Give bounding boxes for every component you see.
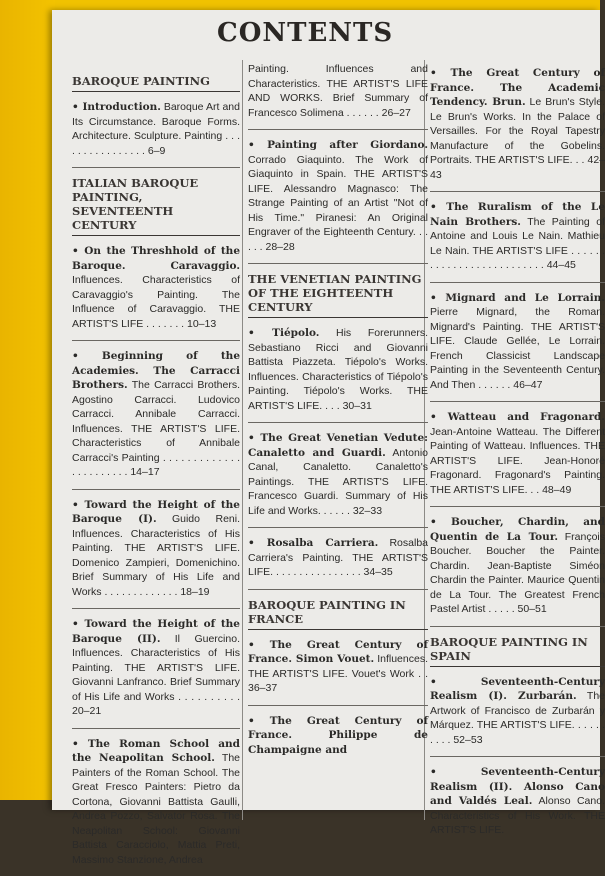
entry-body: The Painting of Antoine and Louis Le Nain. Mathieu Le Nain. THE ARTIST'S LIFE . . . . . . . . . . . . . . . . . . . . . . . . . . 44–45 (430, 215, 605, 271)
divider (430, 401, 605, 402)
divider (248, 422, 428, 423)
divider (72, 728, 240, 729)
entry-heading: • The Ruralism of the Le Nain Brothers. (430, 201, 605, 228)
section-heading: BAROQUE PAINTING (72, 74, 240, 92)
divider (430, 282, 605, 283)
entry-body: Baroque Art and Its Circumstance. Baroque Forms. Architecture. Sculpture. Painting . . . . . . . . . . . . . . . . 6–9 (72, 101, 240, 157)
entry-heading: • Watteau and Fragonard. (430, 411, 605, 423)
section-heading: BAROQUE PAINTING IN SPAIN (430, 635, 605, 667)
divider (248, 263, 428, 264)
divider (430, 626, 605, 627)
divider (248, 527, 428, 528)
divider (248, 705, 428, 706)
entry-body: Jean-Antoine Watteau. The Different Painting of Watteau. Influences. THE ARTIST'S LIFE. Jean-Honoré Fragonard. Fragonard's Painting. THE ARTIST'S LIFE. . . 48–49 (430, 425, 605, 496)
entry-body: François Boucher. Boucher the Painter. Chardin. Jean-Baptiste Siméon Chardin the Painter. Maurice Quentin de La Tour. The Greatest French Pastel Artist . . . . . 50–51 (430, 530, 605, 615)
entry-heading: • Mignard and Le Lorrain. (430, 291, 605, 304)
book-page (52, 10, 605, 866)
toc-entry (248, 326, 428, 413)
divider (72, 489, 240, 490)
toc-entry (430, 66, 605, 182)
entry-body: Influences. Characteristics of Caravaggio's Painting. The Influence of Caravaggio. THE ARTIST'S LIFE . . . . . . . 10–13 (72, 274, 240, 330)
entry-heading: • Beginning of the Academies. The Carracci Brothers. (72, 350, 240, 391)
entry-heading: • Introduction. (72, 101, 161, 113)
entry-body: His Forerunners. Sebastiano Ricci and Giovanni Battista Piazzeta. Tiépolo's Works. Influences. Characteristics of Tiépolo's Painting. Tiépolo's Works. THE ARTIST'S LIFE. . . . 30–31 (248, 327, 428, 412)
entry-heading: • Painting after Giordano. (248, 139, 428, 151)
entry-body: Painting. Influences and Characteristics. THE ARTIST'S LIFE AND WORKS. Brief Summary of Francesco Solimena . . . . . . 26–27 (248, 63, 428, 119)
toc-entry (430, 765, 605, 838)
toc-entry (72, 244, 240, 331)
entry-heading: • Seventeenth-Century Realism (II). Alonso Cano and Valdés Leal. (430, 766, 605, 807)
entry-heading: • Boucher, Chardin, and Quentin de La Tour. (430, 516, 605, 543)
section-heading: THE VENETIAN PAINTING OF THE EIGHTEENTH CENTURY (248, 272, 428, 318)
divider (248, 129, 428, 130)
column-2 (248, 62, 428, 766)
column-1 (72, 68, 240, 876)
entry-heading: • The Great Venetian Vedute: Canaletto and Guardi. (248, 432, 428, 459)
divider (72, 167, 240, 168)
divider (248, 589, 428, 590)
divider (430, 756, 605, 757)
entry-heading: • The Roman School and the Neapolitan School. (72, 737, 240, 764)
toc-entry (72, 617, 240, 719)
entry-body: Pierre Mignard, the Roman. Mignard's Painting. THE ARTIST'S LIFE. Claude Gellée, Le Lorrain. French Classicist Landscape Painting in the Seventeenth Century. And Then . . . . . . 46–47 (430, 306, 605, 391)
toc-entry (72, 498, 240, 600)
entry-body: The Carracci Brothers. Agostino Carracci. Ludovico Carracci. Annibale Carracci. Influences. THE ARTIST'S LIFE. Characteristics of Annibale Carracci's Painting . . . . . . . . . . . . . . . . . . . . . . . 14–17 (72, 379, 240, 478)
entry-body: The Artwork of Francisco de Zurbarán y Márquez. THE ARTIST'S LIFE. . . . . . . . . . 52–53 (430, 690, 605, 746)
page-title: CONTENTS (217, 18, 394, 48)
toc-entry (430, 675, 605, 748)
divider (430, 506, 605, 507)
entry-heading: • The Great Century of France. Simon Vouet. (248, 638, 428, 665)
entry-heading: • Toward the Height of the Baroque (I). (72, 498, 240, 525)
divider (72, 340, 240, 341)
toc-entry (430, 410, 605, 497)
section-heading: BAROQUE PAINTING IN FRANCE (248, 598, 428, 630)
divider (430, 191, 605, 192)
toc-entry (72, 349, 240, 480)
entry-heading: • The Great Century of France. The Academic Tendency. Brun. (430, 67, 605, 108)
toc-entry (430, 515, 605, 617)
toc-entry (248, 638, 428, 696)
entry-body: Antonio Canal, Canaletto. Canaletto's Paintings. THE ARTIST'S LIFE. Francesco Guardi. Summary of His Life and Works. . . . . . 32–33 (248, 446, 429, 517)
entry-heading: • Tiépolo. (248, 327, 320, 339)
entry-body: Corrado Giaquinto. The Work of Giaquinto in Spain. THE ARTIST'S LIFE. Alessandro Magnasco: The Strange Painting of an Artist "Not of His Time." Piranesi: An Original Engraver of the Eighteenth Century. . . . . . 28–28 (248, 153, 428, 253)
toc-entry (248, 536, 428, 580)
section-heading: ITALIAN BAROQUE PAINTING, SEVENTEENTH CENTURY (72, 176, 240, 236)
entry-body: Guido Reni. Influences. Characteristics of His Painting. THE ARTIST'S LIFE. Domenico Zampieri, Domenichino. Brief Summary of His Life and Works . . . . . . . . . . . . . 18–19 (72, 513, 241, 598)
entry-heading: • The Great Century of France. Philippe de Champaigne and (248, 714, 428, 756)
entry-heading: • On the Threshhold of the Baroque. Caravaggio. (72, 245, 240, 272)
toc-entry (248, 138, 428, 254)
toc-entry (72, 737, 240, 868)
column-3 (430, 66, 605, 847)
entry-body: Alonso Cano. Characteristics of His Work. THE ARTIST'S LIFE. (430, 795, 605, 836)
entry-body: Le Brun's Style. Le Brun's Works. In the Palace of Versailles. For the Royal Tapestry Manufacture of the Gobelins. Portraits. THE ARTIST'S LIFE. . . 42–43 (430, 96, 605, 181)
toc-entry (430, 200, 605, 273)
background-yellow-left (0, 0, 55, 800)
toc-entry (72, 100, 240, 158)
toc-entry (430, 291, 605, 393)
column-divider (242, 60, 243, 820)
entry-heading: • Toward the Height of the Baroque (II). (72, 618, 240, 645)
entry-body: Rosalba Carriera's Painting. THE ARTIST'S LIFE. . . . . . . . . . . . . . . . 34–35 (248, 537, 428, 578)
entry-heading: • Seventeenth-Century Realism (I). Zurbarán. (430, 675, 605, 702)
entry-heading: • Rosalba Carriera. (248, 537, 379, 549)
divider (72, 608, 240, 609)
entry-body: Influences. THE ARTIST'S LIFE. Vouet's Work . . 36–37 (248, 653, 428, 694)
toc-entry (248, 714, 428, 758)
entry-body: Il Guercino. Influences. Characteristics of His Painting. THE ARTIST'S LIFE. Giovanni Lanfranco. Brief Summary of His Life and Works . . . . . . . . . . 20–21 (72, 632, 240, 717)
entry-body: The Painters of the Roman School. The Great Fresco Painters: Pietro da Cortona, Giovanni Battista Gaulli, Andrea Pozzo, Salvator Rosa. The Neapolitan School: Giovanni Battista Caracciolo, Mattia Preti, Massimo Stanzione, Andrea (72, 752, 241, 866)
toc-entry-continued (248, 62, 428, 120)
toc-entry (248, 431, 428, 518)
